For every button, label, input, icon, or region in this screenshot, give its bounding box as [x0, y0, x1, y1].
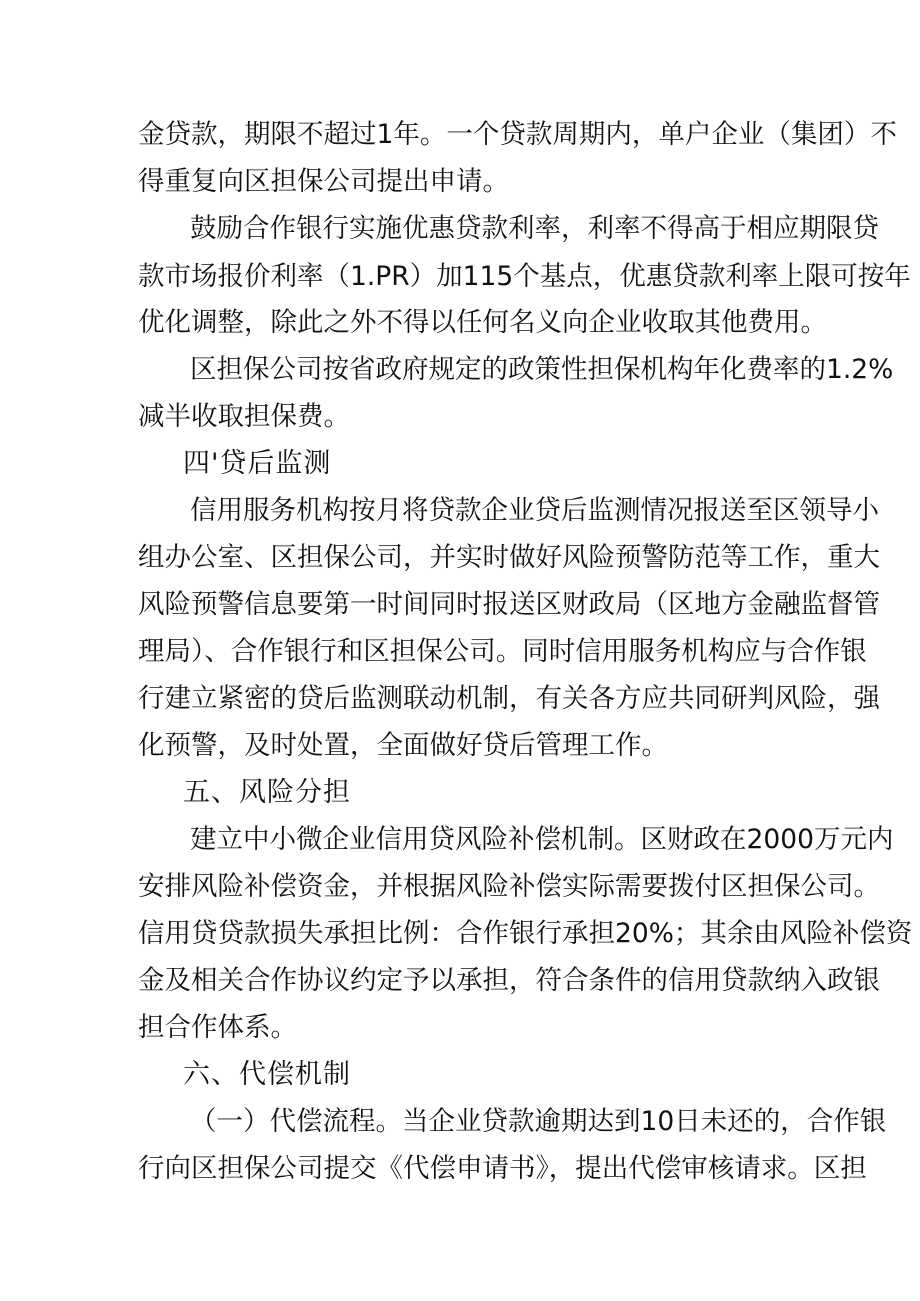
paragraph-line: 信用贷贷款损失承担比例：合作银行承担20%；其余由风险补偿资: [138, 918, 913, 949]
paragraph-line: 得重复向区担保公司提出申请。: [138, 166, 509, 197]
paragraph-line: 理局）、合作银行和区担保公司。同时信用服务机构应与合作银: [138, 636, 867, 667]
paragraph-line: 建立中小微企业信用贷风险补偿机制。区财政在2000万元内: [190, 824, 894, 855]
paragraph-line: （一）代偿流程。当企业贷款逾期达到10日未还的，合作银: [190, 1106, 887, 1137]
paragraph-line: 安排风险补偿资金，并根据风险补偿实际需要拨付区担保公司。: [138, 871, 880, 902]
paragraph-line: 减半收取担保费。: [138, 401, 350, 432]
paragraph-line: 优化调整，除此之外不得以任何名义向企业收取其他费用。: [138, 307, 827, 338]
paragraph-line: 行向区担保公司提交《代偿申请书》，提出代偿审核请求。区担: [138, 1153, 867, 1184]
paragraph-line: 信用服务机构按月将贷款企业贷后监测情况报送至区领导小: [190, 495, 879, 526]
paragraph-line: 担合作体系。: [138, 1012, 297, 1043]
section-heading: 六、代偿机制: [183, 1059, 351, 1090]
paragraph-line: 化预警，及时处置，全面做好贷后管理工作。: [138, 730, 668, 761]
paragraph-line: 鼓励合作银行实施优惠贷款利率，利率不得高于相应期限贷: [190, 213, 879, 244]
paragraph-line: 风险预警信息要第一时间同时报送区财政局（区地方金融监督管: [138, 589, 880, 620]
paragraph-line: 款市场报价利率（1.PR）加115个基点，优惠贷款利率上限可按年: [138, 261, 911, 292]
paragraph-line: 行建立紧密的贷后监测联动机制，有关各方应共同研判风险，强: [138, 683, 880, 714]
paragraph-line: 组办公室、区担保公司，并实时做好风险预警防范等工作，重大: [138, 542, 880, 573]
section-heading: 四'贷后监测: [183, 448, 332, 479]
paragraph-line: 金贷款，期限不超过1年。一个贷款周期内，单户企业（集团）不: [138, 119, 897, 150]
section-heading: 五、风险分担: [183, 777, 351, 808]
paragraph-line: 金及相关合作协议约定予以承担，符合条件的信用贷款纳入政银: [138, 965, 880, 996]
paragraph-line: 区担保公司按省政府规定的政策性担保机构年化费率的1.2%: [190, 354, 894, 385]
